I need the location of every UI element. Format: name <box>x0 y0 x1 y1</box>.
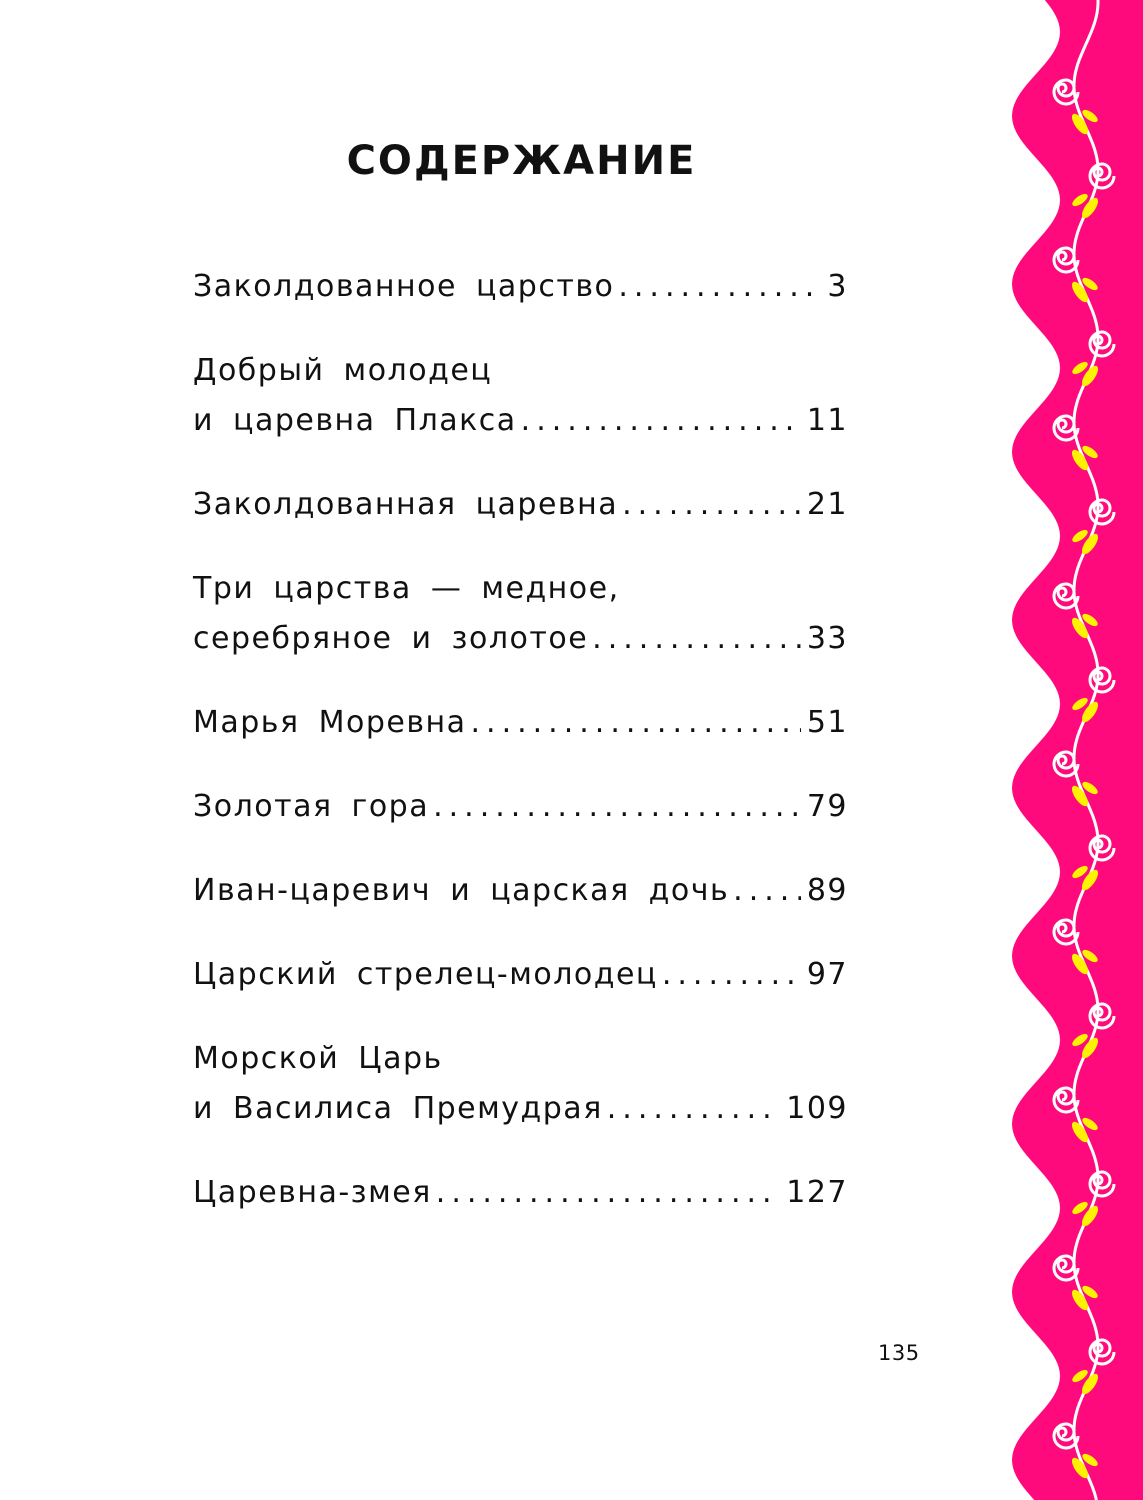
toc-entry-page: 51 <box>806 705 848 740</box>
toc-entry-title: Морской Царь <box>193 1041 443 1076</box>
toc-entry-page: 3 <box>827 269 848 304</box>
toc-entry[interactable] <box>193 1168 848 1218</box>
dot-leader <box>471 698 801 748</box>
toc-entry-title: Марья Моревна <box>193 705 467 740</box>
toc-entry-title: и царевна Плакса <box>193 403 517 438</box>
toc-entry-title: Иван-царевич и царская дочь <box>193 873 730 908</box>
toc-entry[interactable] <box>193 564 848 664</box>
toc-entry-page: 109 <box>786 1091 848 1126</box>
toc-entry-page: 21 <box>806 487 848 522</box>
dot-leader <box>607 1084 780 1134</box>
toc-entry-title: Заколдованное царство <box>193 269 615 304</box>
toc-entry-page: 79 <box>806 789 848 824</box>
dot-leader <box>618 262 821 312</box>
dot-leader <box>521 396 801 446</box>
dot-leader <box>433 782 801 832</box>
toc-entry-title: и Василиса Премудрая <box>193 1091 603 1126</box>
toc-entry-title: Три царства — медное, <box>193 571 620 606</box>
page-title: СОДЕРЖАНИЕ <box>346 138 697 184</box>
dot-leader <box>622 480 801 530</box>
decorative-border <box>998 0 1143 1500</box>
dot-leader <box>733 866 801 916</box>
toc-entry[interactable] <box>193 346 848 446</box>
dot-leader <box>662 950 801 1000</box>
toc-entry[interactable] <box>193 1034 848 1134</box>
toc-entry-title: Заколдованная царевна <box>193 487 619 522</box>
toc-entry[interactable] <box>193 698 848 748</box>
dot-leader <box>436 1168 780 1218</box>
toc-entry-page: 89 <box>806 873 848 908</box>
dot-leader <box>592 614 801 664</box>
page-number: 135 <box>878 1341 920 1365</box>
toc-entry[interactable] <box>193 480 848 530</box>
table-of-contents <box>193 262 848 1252</box>
toc-entry-title: Царский стрелец-молодец <box>193 957 658 992</box>
toc-entry-title: серебряное и золотое <box>193 621 589 656</box>
toc-entry-page: 11 <box>806 403 848 438</box>
toc-entry-page: 127 <box>786 1175 848 1210</box>
toc-entry-title: Золотая гора <box>193 789 430 824</box>
toc-entry-title: Царевна-змея <box>193 1175 432 1210</box>
toc-entry-title: Добрый молодец <box>193 353 493 388</box>
toc-entry-page: 33 <box>806 621 848 656</box>
toc-entry[interactable] <box>193 262 848 312</box>
toc-entry[interactable] <box>193 866 848 916</box>
toc-entry-page: 97 <box>806 957 848 992</box>
toc-entry[interactable] <box>193 950 848 1000</box>
toc-entry[interactable] <box>193 782 848 832</box>
